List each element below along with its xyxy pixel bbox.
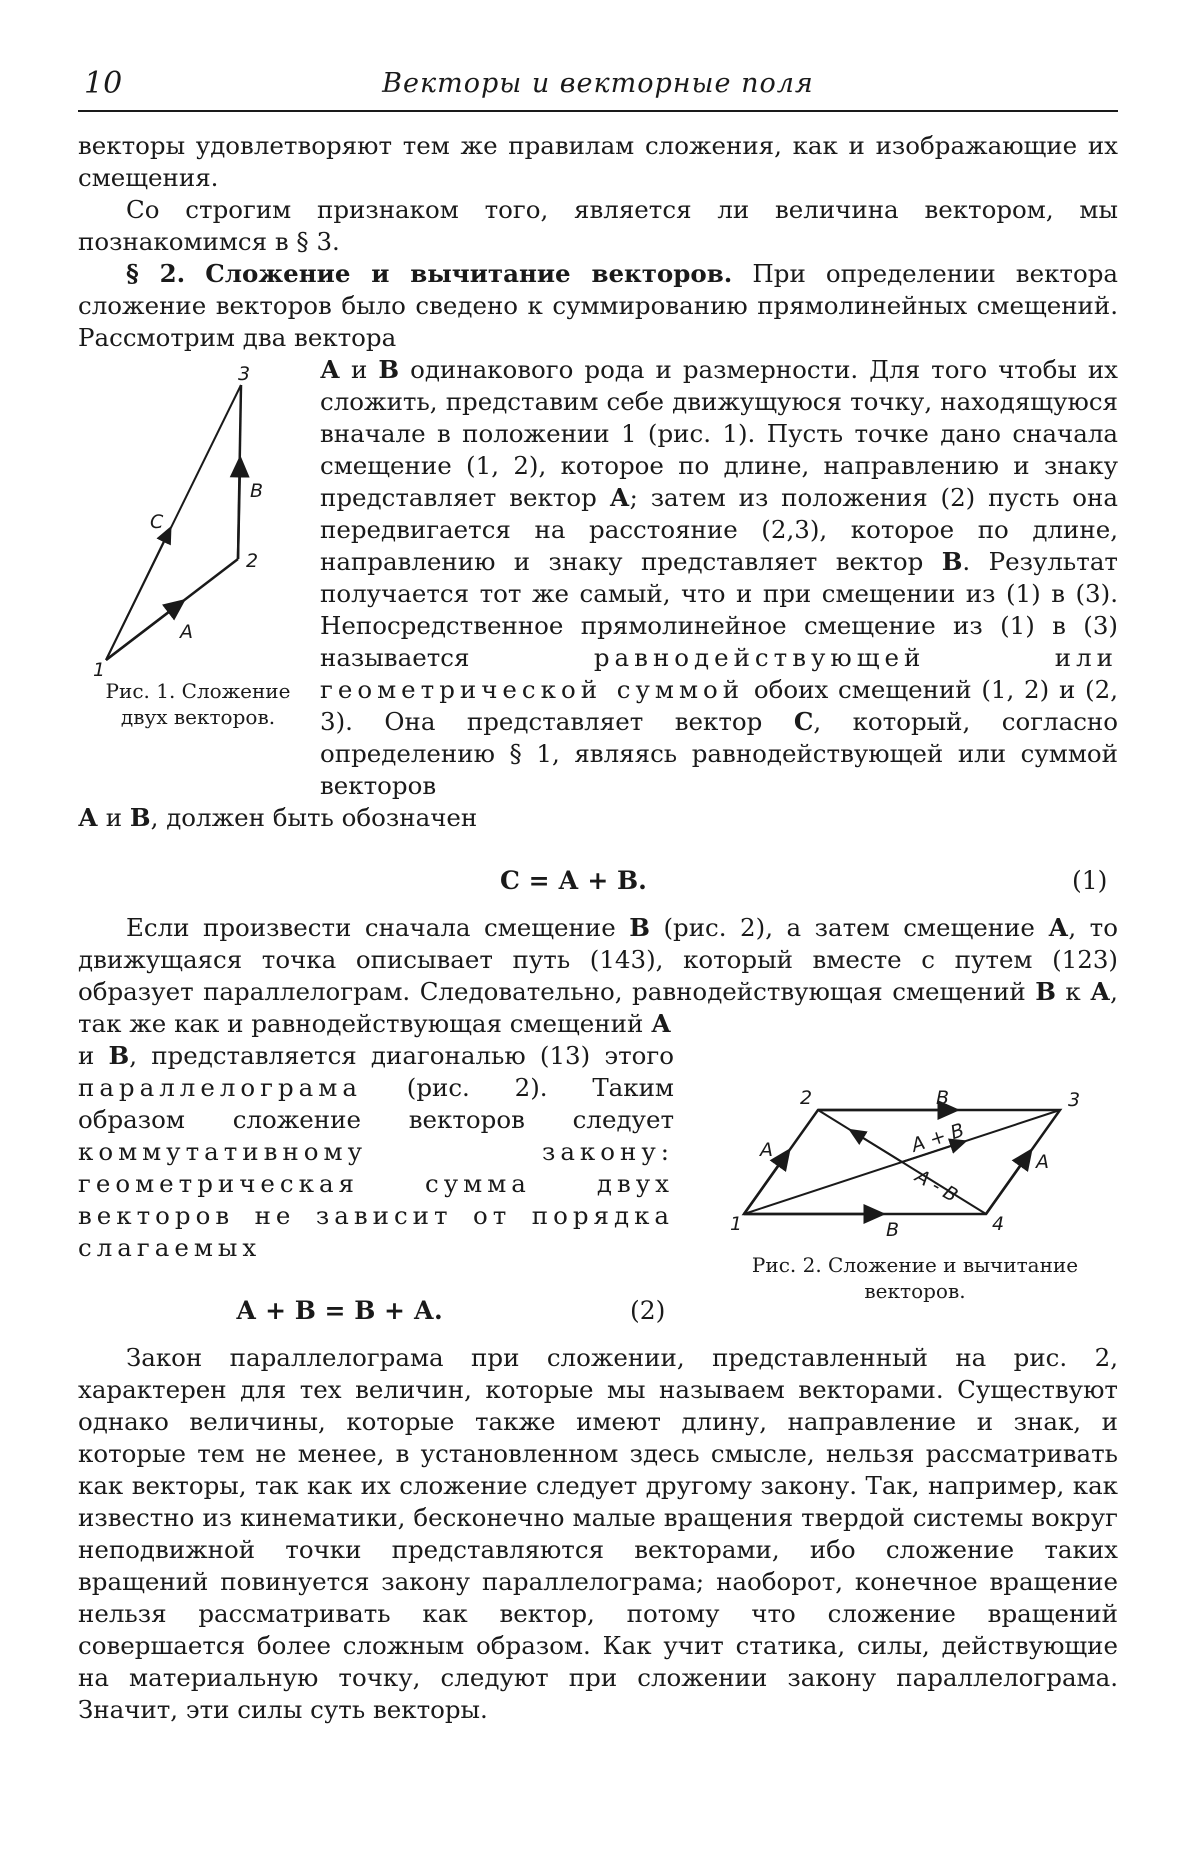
figure-2-drawing (700, 1080, 1120, 1240)
figure-2-caption (710, 1252, 1120, 1304)
point-1-label: 1 (93, 659, 106, 680)
text-span: к (1065, 977, 1081, 1006)
vector-a-right-arrow (986, 1156, 1027, 1214)
point-1-label: 1 (730, 1213, 743, 1235)
text-span: и (105, 803, 123, 832)
vector-symbol: В (378, 355, 400, 384)
section-number: § 2. (126, 259, 186, 288)
vector-symbol: В (941, 547, 963, 576)
figure-1-drawing (78, 360, 318, 680)
text-span: (рис. 2), а затем смещение (663, 913, 1035, 942)
vector-c-label: C (150, 511, 164, 533)
page-number: 10 (84, 66, 123, 101)
point-3-label: 3 (1068, 1089, 1081, 1111)
point-2-label: 2 (800, 1087, 813, 1109)
text-block-beside-fig1 (320, 354, 1118, 802)
vector-symbol: А (609, 483, 630, 512)
text-span: обоих смещений (1, 2) и (2, 3). Она представляет вектор (320, 675, 1118, 736)
paragraph: векторы удовлетворяют тем же правилам сложения, как и изображающие их смещения. (78, 131, 1118, 192)
paragraph: Со строгим признаком того, является ли величина вектором, мы познакомимся в § 3. (78, 195, 1118, 256)
text-span: Если произвести сначала смещение (126, 913, 616, 942)
vector-b-top-label: B (936, 1087, 950, 1109)
caption-line: Рис. 1. Сложение (105, 679, 291, 703)
figure-1-caption (78, 678, 318, 730)
text-span: , представляется диагональю (13) этого (129, 1041, 674, 1070)
vector-symbol: С (793, 707, 814, 736)
vector-symbol: В (129, 803, 151, 832)
vector-a-right-label: A (1036, 1151, 1049, 1173)
page-header (78, 62, 1118, 112)
caption-line: Рис. 2. Сложение и вычитание (751, 1253, 1079, 1277)
text-span: ; затем из положения (2) пусть она передвигается на расстояние (2,3), которое по длине, направлению и знаку представляет вектор (320, 483, 1118, 576)
spaced-text: равнодействующей или геометрической суммой (320, 643, 1118, 704)
paragraph: Закон параллелограма при сложении, представленный на рис. 2, характерен для тех величин, которые мы называем векторами. Существуют однако величины, которые также имеют длину, направление и знак, и которые тем не менее, в установленном здесь смысле, нельзя рассматривать как векторы, так как их сложение следует другому закону. Так, например, как известно из кинематики, бесконечно малые вращения твердой системы вокруг неподвижной точки представляются векторами, ибо сложение таких вращений повинуется закону параллелограма; наоборот, конечное вращение нельзя рассматривать как вектор, потому что сложение вращений совершается более сложным образом. Как учит статика, силы, действующие на материальную точку, следуют при сложении закону параллелограма. Значит, эти силы суть векторы. (78, 1343, 1118, 1724)
vector-b-label: B (250, 480, 264, 502)
text-span: , то движущаяся точка описывает путь (143), который вместе с путем (123) образует параллелограм. Следовательно, равнодействующая смещений (78, 913, 1118, 1006)
point-3-label: 3 (238, 363, 251, 385)
spaced-text: коммутативному закону: геометрическая сумма двух векторов не зависит от порядка слагаемых (78, 1137, 674, 1262)
text-block-continuation (78, 802, 1118, 834)
sum-label: A + B (908, 1119, 967, 1157)
vector-c-arrow (106, 533, 168, 660)
paragraph (78, 802, 1118, 834)
figure-1 (78, 360, 318, 750)
vector-symbol: А (651, 1009, 672, 1038)
text-block-paragraph-4 (78, 912, 1118, 1040)
vector-symbol: В (108, 1041, 130, 1070)
equation-2-number: (2) (630, 1296, 666, 1325)
vector-symbol: А (78, 803, 98, 832)
vector-symbol: А (320, 355, 340, 384)
text-span: . Результат получается тот же самый, что и при смещении из (1) в (3). Непосредственное прямолинейное смещение из (1) в (3) называется (320, 547, 1118, 672)
difference-label: A - B (911, 1165, 962, 1207)
caption-line: векторов. (864, 1279, 966, 1303)
text-span: , должен быть обозначен (150, 803, 478, 832)
text-block-final (78, 1342, 1118, 1726)
paragraph (78, 1040, 674, 1264)
difference-arrow (855, 1133, 902, 1162)
vector-symbol: А (1090, 977, 1111, 1006)
figure-2 (700, 1080, 1120, 1310)
vector-a-left-arrow (744, 1156, 785, 1214)
running-title: Векторы и векторные поля (382, 68, 814, 99)
text-span: одинакового рода и размерности. Для того чтобы их сложить, представим себе движущуюся точку, находящуюся вначале в положении 1 (рис. 1). Пусть точке дано сначала смещение (1, 2), которое по длине, направлению и знаку представляет вектор (320, 355, 1118, 512)
caption-line: двух векторов. (120, 705, 276, 729)
text-block-top (78, 130, 1118, 354)
vector-symbol: В (1035, 977, 1056, 1006)
vector-b-bottom-label: B (886, 1219, 900, 1240)
vector-symbol: В (629, 913, 650, 942)
spaced-text: параллелограма (78, 1073, 362, 1102)
equation-1-number: (1) (1072, 866, 1108, 895)
equation-2: А + В = В + А. (236, 1296, 443, 1325)
section-paragraph (78, 258, 1118, 354)
vector-a-left-label: A (760, 1139, 773, 1161)
text-span: , который, согласно определению § 1, являясь равнодействующей или суммой векторов (320, 707, 1118, 800)
text-span: При определении вектора сложение векторов было сведено к суммированию прямолинейных смещений. Рассмотрим два вектора (78, 259, 1118, 352)
point-4-label: 4 (992, 1213, 1005, 1235)
text-span: , так же как и равнодействующая смещений (78, 977, 1118, 1038)
vector-a-label: A (180, 621, 193, 643)
paragraph (78, 912, 1118, 1040)
point-2-label: 2 (246, 550, 259, 572)
text-span: и (350, 355, 368, 384)
vector-symbol: А (1048, 913, 1069, 942)
text-span: (рис. 2). Таким образом сложение векторов следует (78, 1073, 674, 1134)
paragraph (320, 354, 1118, 802)
text-block-beside-fig2 (78, 1040, 674, 1264)
vector-a-arrow (106, 605, 178, 660)
equation-1: С = А + В. (500, 866, 647, 895)
section-title: Сложение и вычитание векторов. (205, 259, 733, 288)
text-span: и (78, 1041, 95, 1070)
